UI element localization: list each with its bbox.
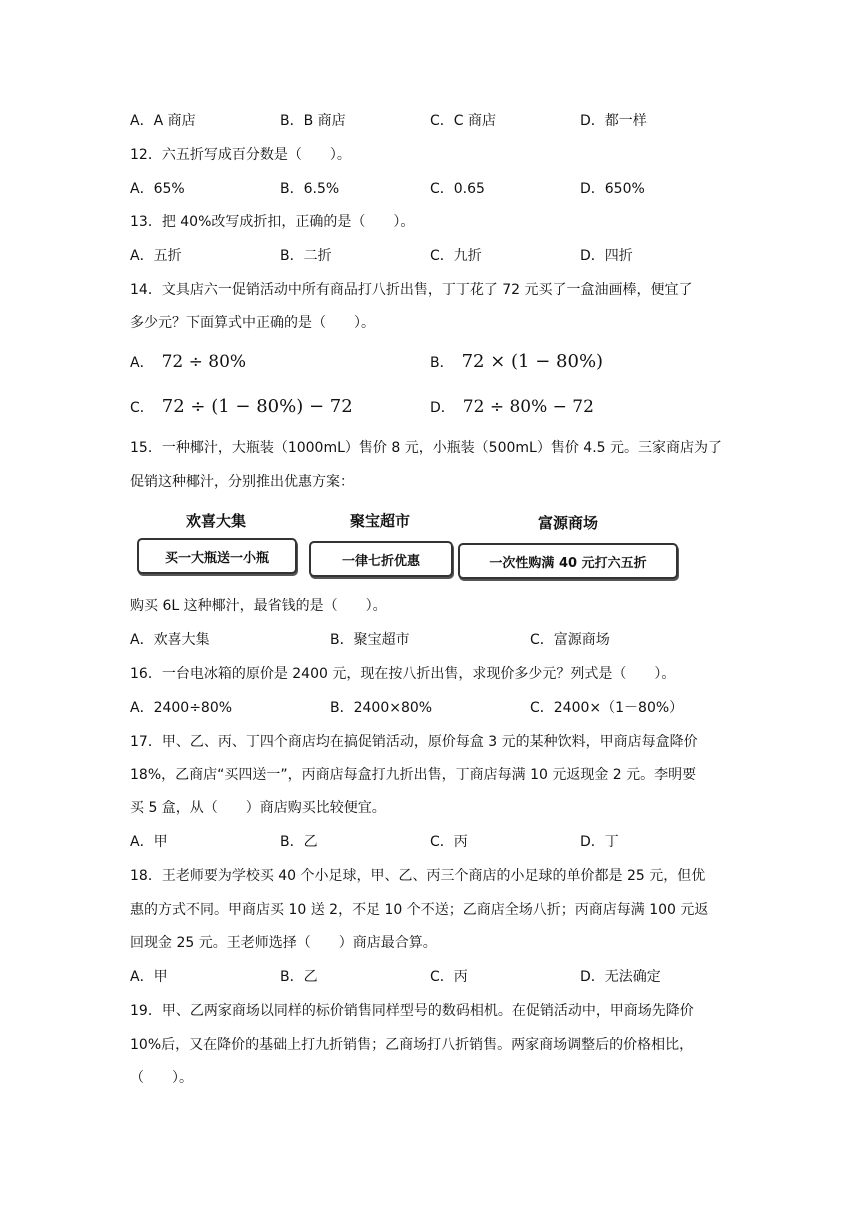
q15-option-b[interactable]: B．聚宝超市 bbox=[330, 632, 410, 648]
q11-option-a[interactable]: A．A 商店 bbox=[130, 113, 196, 129]
store-offer-fuyuan bbox=[458, 543, 678, 579]
q14-option-c[interactable] bbox=[130, 397, 353, 418]
q13-option-b[interactable]: B．二折 bbox=[280, 248, 332, 264]
q19-question-line3: （ ）。 bbox=[130, 1070, 193, 1086]
q11-option-d[interactable]: D．都一样 bbox=[580, 113, 647, 129]
q16-option-b[interactable]: B．2400×80% bbox=[330, 700, 433, 716]
q14-option-d[interactable] bbox=[430, 397, 594, 418]
q14-option-c-label: C． bbox=[130, 400, 154, 416]
q15-question-line1: 15．一种椰汁，大瓶装（1000mL）售价 8 元，小瓶装（500mL）售价 4.5 元。三家商店为了 bbox=[130, 440, 723, 456]
store-name-jubao: 聚宝超市 bbox=[350, 512, 411, 530]
q18-option-a[interactable]: A．甲 bbox=[130, 969, 168, 985]
q11-option-b[interactable]: B．B 商店 bbox=[280, 113, 346, 129]
q12-option-b[interactable]: B．6.5% bbox=[280, 181, 340, 197]
q14-option-b-expr: 72 × (1 − 80%) bbox=[461, 351, 604, 372]
q19-question-line1: 19．甲、乙两家商场以同样的标价销售同样型号的数码相机。在促销活动中，甲商场先降价 bbox=[130, 1003, 694, 1019]
q17-question-line3: 买 5 盒，从（ ）商店购买比较便宜。 bbox=[130, 800, 386, 816]
q17-option-c[interactable]: C．丙 bbox=[430, 834, 468, 850]
store-offer-jubao bbox=[309, 541, 453, 577]
q14-option-b[interactable] bbox=[430, 352, 603, 373]
q15-question-line3: 购买 6L 这种椰汁，最省钱的是（ ）。 bbox=[130, 598, 387, 614]
q14-question-line1: 14．文具店六一促销活动中所有商品打八折出售，丁丁花了 72 元买了一盒油画棒，便宜了 bbox=[130, 282, 693, 298]
q18-option-d[interactable]: D．无法确定 bbox=[580, 969, 661, 985]
q14-option-a-label: A． bbox=[130, 355, 154, 371]
q16-question: 16．一台电冰箱的原价是 2400 元，现在按八折出售，求现价多少元？列式是（ ）。 bbox=[130, 666, 676, 682]
store-offer-fuyuan-text: 一次性购满 40 元打六五折 bbox=[489, 555, 647, 571]
q13-option-a[interactable]: A．五折 bbox=[130, 248, 182, 264]
store-offer-huanxi-text: 买一大瓶送一小瓶 bbox=[164, 550, 269, 566]
q12-option-c[interactable]: C．0.65 bbox=[430, 181, 485, 197]
store-name-fuyuan: 富源商场 bbox=[538, 514, 599, 532]
q12-question: 12．六五折写成百分数是（ ）。 bbox=[130, 147, 351, 163]
store-name-huanxi: 欢喜大集 bbox=[186, 512, 247, 530]
q12-option-a[interactable]: A．65% bbox=[130, 181, 185, 197]
store-offer-jubao-text: 一律七折优惠 bbox=[341, 553, 420, 569]
q14-option-a-expr: 72 ÷ 80% bbox=[161, 352, 247, 372]
q14-option-d-label: D． bbox=[430, 400, 455, 416]
q13-option-d[interactable]: D．四折 bbox=[580, 248, 633, 264]
q18-question-line1: 18．王老师要为学校买 40 个小足球，甲、乙、丙三个商店的小足球的单价都是 25 元，但优 bbox=[130, 868, 706, 884]
q15-option-a[interactable]: A．欢喜大集 bbox=[130, 632, 210, 648]
q18-question-line3: 回现金 25 元。王老师选择（ ）商店最合算。 bbox=[130, 935, 437, 951]
q16-option-a[interactable]: A．2400÷80% bbox=[130, 700, 233, 716]
q18-option-c[interactable]: C．丙 bbox=[430, 969, 468, 985]
q17-option-a[interactable]: A．甲 bbox=[130, 834, 168, 850]
q17-question-line1: 17．甲、乙、丙、丁四个商店均在搞促销活动，原价每盒 3 元的某种饮料，甲商店每盒降价 bbox=[130, 734, 698, 750]
q17-option-b[interactable]: B．乙 bbox=[280, 834, 318, 850]
q14-option-b-label: B． bbox=[430, 355, 454, 371]
q15-option-c[interactable]: C．富源商场 bbox=[530, 632, 610, 648]
q18-question-line2: 惠的方式不同。甲商店买 10 送 2，不足 10 个不送；乙商店全场八折；丙商店每满 100 元返 bbox=[130, 902, 709, 918]
q19-question-line2: 10%后，又在降价的基础上打九折销售；乙商场打八折销售。两家商场调整后的价格相比， bbox=[130, 1037, 694, 1053]
q16-option-c[interactable]: C．2400×（1－80%） bbox=[530, 700, 684, 716]
q15-question-line2: 促销这种椰汁，分别推出优惠方案： bbox=[130, 474, 354, 490]
q14-question-line2: 多少元？下面算式中正确的是（ ）。 bbox=[130, 315, 375, 331]
q14-option-d-expr: 72 ÷ 80% − 72 bbox=[462, 397, 594, 417]
q14-option-c-expr: 72 ÷ (1 − 80%) − 72 bbox=[161, 396, 353, 417]
q13-option-c[interactable]: C．九折 bbox=[430, 248, 482, 264]
q14-option-a[interactable] bbox=[130, 352, 246, 373]
q11-option-c[interactable]: C．C 商店 bbox=[430, 113, 497, 129]
q13-question: 13．把 40%改写成折扣，正确的是（ ）。 bbox=[130, 214, 415, 230]
q18-option-b[interactable]: B．乙 bbox=[280, 969, 318, 985]
q17-question-line2: 18%，乙商店“买四送一”，丙商店每盒打九折出售，丁商店每满 10 元返现金 2 元。李明要 bbox=[130, 767, 697, 783]
q17-option-d[interactable]: D．丁 bbox=[580, 834, 619, 850]
q12-option-d[interactable]: D．650% bbox=[580, 181, 645, 197]
store-offer-huanxi bbox=[137, 538, 297, 574]
